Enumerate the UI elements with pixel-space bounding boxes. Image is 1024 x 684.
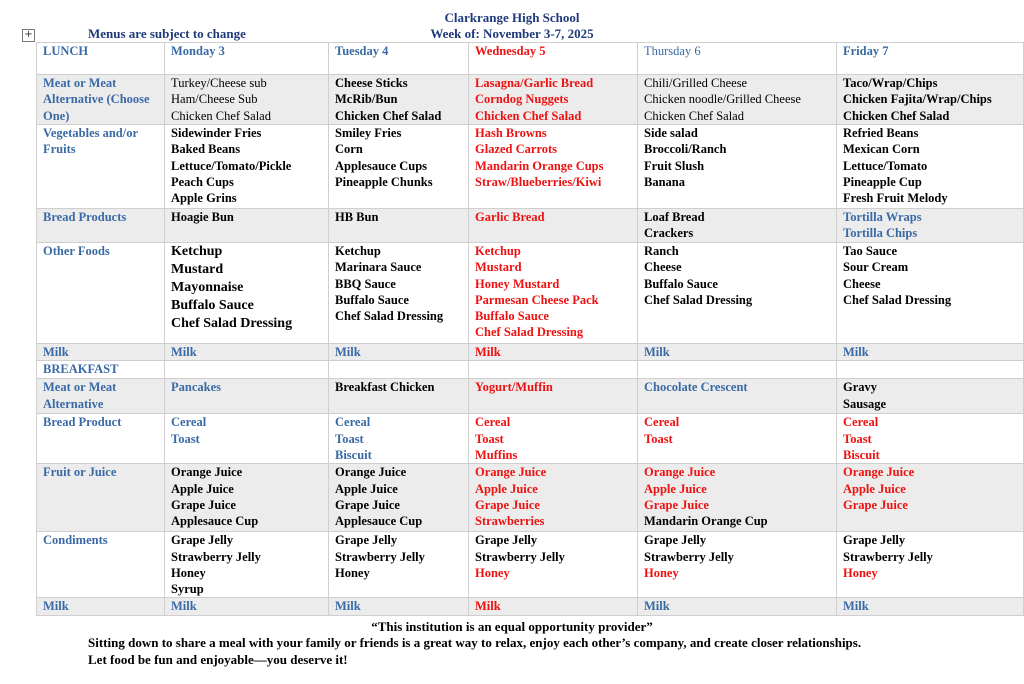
menu-item: Lettuce/Tomato [843, 158, 928, 173]
menu-item: Chili/Grilled Cheese [644, 76, 748, 90]
menu-item: Chicken Chef Salad [644, 108, 744, 123]
cell-breakfast-bread-wed [469, 414, 638, 464]
menu-item: Ketchup [475, 244, 521, 258]
cell-lunch-meat-tue [329, 75, 469, 125]
menu-table [36, 42, 1024, 616]
menu-item: Apple Juice [475, 481, 538, 496]
menu-item: Chicken Chef Salad [475, 108, 582, 123]
menu-item: Chef Salad Dressing [644, 292, 753, 307]
menu-item: Strawberry Jelly [335, 549, 425, 564]
menu-item: Chicken Chef Salad [335, 108, 442, 123]
menu-item: Apple Juice [335, 481, 398, 496]
cell-breakfast-milk-tue: Milk [329, 598, 469, 615]
menu-item: Glazed Carrots [475, 142, 558, 157]
menu-item: Chef Salad Dressing [335, 309, 444, 324]
cell-breakfast-fruit-fri [837, 464, 1024, 532]
cell-lunch-veg-mon [165, 125, 329, 209]
row-label-lunch-veg: Vegetables and/or Fruits [37, 125, 165, 209]
menu-item: Honey [171, 565, 206, 580]
menu-item: Orange Juice [335, 465, 407, 480]
menu-item: Mandarin Orange Cups [475, 158, 604, 173]
menu-item: Apple Juice [644, 481, 707, 496]
table-row [37, 464, 1024, 532]
menu-item: Yogurt/Muffin [475, 380, 553, 395]
table-row [37, 243, 1024, 344]
row-label-lunch-other: Other Foods [37, 243, 165, 344]
menu-item: Toast [171, 431, 200, 446]
cell-lunch-meat-thu [638, 75, 837, 125]
cell-lunch-milk-tue: Milk [329, 344, 469, 361]
menu-item: Corn [335, 142, 363, 157]
cell-breakfast-fruit-mon [165, 464, 329, 532]
menu-item: Mandarin Orange Cup [644, 514, 768, 529]
cell-lunch-veg-fri [837, 125, 1024, 209]
menu-item: Chef Salad Dressing [475, 325, 584, 340]
cell-breakfast-meat-tue [329, 379, 469, 414]
row-label-lunch-bread: Bread Products [37, 209, 165, 243]
cell-lunch-bread-fri [837, 209, 1024, 243]
cell-breakfast-milk-wed: Milk [469, 598, 638, 615]
cell-lunch-milk-mon: Milk [165, 344, 329, 361]
cell-breakfast-fruit-tue [329, 464, 469, 532]
cell-breakfast-cond-thu [638, 532, 837, 598]
menu-item: Pancakes [171, 380, 221, 395]
table-row [37, 75, 1024, 125]
menu-item: Lettuce/Tomato/Pickle [171, 158, 292, 173]
empty-cell [638, 361, 837, 379]
menu-item: Cheese [843, 276, 881, 291]
menu-item: Grape Juice [843, 497, 908, 512]
cell-lunch-milk-wed: Milk [469, 344, 638, 361]
menu-item: Corndog Nuggets [475, 92, 569, 107]
cell-lunch-milk-thu: Milk [638, 344, 837, 361]
menu-item: Taco/Wrap/Chips [843, 76, 938, 90]
menu-item: Cheese [644, 260, 682, 275]
cell-lunch-other-mon [165, 243, 329, 344]
table-row [37, 414, 1024, 464]
menu-item: Strawberry Jelly [644, 549, 734, 564]
column-header-monday: Monday 3 [165, 43, 329, 75]
table-row [37, 361, 1024, 379]
menu-item: Lasagna/Garlic Bread [475, 76, 594, 90]
cell-breakfast-milk-mon: Milk [165, 598, 329, 615]
table-row [37, 598, 1024, 615]
cell-lunch-bread-tue [329, 209, 469, 243]
menu-item: Chef Salad Dressing [843, 292, 952, 307]
menu-item: Pineapple Chunks [335, 174, 433, 189]
menu-item: Honey [644, 565, 679, 580]
menu-item: Straw/Blueberries/Kiwi [475, 174, 602, 189]
menu-item: McRib/Bun [335, 92, 398, 107]
menu-item: Cereal [644, 415, 680, 430]
menu-change-note: Menus are subject to change [88, 26, 246, 41]
menu-item: Cereal [475, 415, 511, 430]
menu-item: Grape Juice [335, 497, 400, 512]
row-label-breakfast-condiments: Condiments [37, 532, 165, 598]
cell-lunch-bread-thu [638, 209, 837, 243]
empty-cell [165, 361, 329, 379]
menu-item: Peach Cups [171, 174, 234, 189]
table-row [37, 532, 1024, 598]
empty-cell [469, 361, 638, 379]
menu-item: Toast [475, 431, 504, 446]
menu-item: Mexican Corn [843, 142, 920, 157]
menu-item: Parmesan Cheese Pack [475, 292, 599, 307]
menu-item: Chicken Chef Salad [843, 108, 950, 123]
menu-item: Strawberry Jelly [171, 549, 261, 564]
cell-breakfast-bread-mon [165, 414, 329, 464]
table-row [37, 379, 1024, 414]
menu-item: Ranch [644, 244, 679, 258]
menu-item: Strawberry Jelly [475, 549, 565, 564]
menu-item: Buffalo Sauce [644, 276, 718, 291]
menu-item: Buffalo Sauce [171, 298, 254, 313]
row-label-breakfast-milk: Milk [37, 598, 165, 615]
column-header-thursday: Thursday 6 [638, 43, 837, 75]
menu-item: Strawberry Jelly [843, 549, 933, 564]
menu-item: Pineapple Cup [843, 174, 922, 189]
cell-lunch-veg-wed [469, 125, 638, 209]
menu-item: Grape Jelly [644, 533, 707, 548]
menu-item: Grape Jelly [843, 533, 906, 548]
week-of: Week of: November 3-7, 2025 [430, 26, 594, 41]
menu-item: Loaf Bread [644, 210, 705, 224]
column-header-friday: Friday 7 [837, 43, 1024, 75]
cell-breakfast-cond-fri [837, 532, 1024, 598]
empty-cell [837, 361, 1024, 379]
menu-item: Grape Jelly [171, 533, 234, 548]
cell-lunch-veg-thu [638, 125, 837, 209]
equal-opportunity-statement: “This institution is an equal opportunity provider” [371, 619, 653, 634]
menu-item: Grape Juice [171, 497, 236, 512]
table-move-handle-icon[interactable]: + [22, 29, 35, 42]
menu-item: Fresh Fruit Melody [843, 191, 948, 206]
menu-item: Honey Mustard [475, 276, 560, 291]
menu-item: Toast [335, 431, 364, 446]
menu-item: Toast [843, 431, 872, 446]
cell-breakfast-fruit-wed [469, 464, 638, 532]
cell-breakfast-meat-wed [469, 379, 638, 414]
column-header-wednesday: Wednesday 5 [469, 43, 638, 75]
menu-item: Tortilla Wraps [843, 210, 922, 224]
cell-breakfast-bread-fri [837, 414, 1024, 464]
menu-item: Cereal [171, 415, 207, 430]
menu-item: Chicken Fajita/Wrap/Chips [843, 92, 992, 107]
menu-item: Broccoli/Ranch [644, 142, 727, 157]
menu-item: Cheese Sticks [335, 76, 408, 90]
menu-item: Applesauce Cup [335, 514, 423, 529]
menu-item: Applesauce Cups [335, 158, 428, 173]
menu-item: Honey [475, 565, 510, 580]
menu-item: Sausage [843, 396, 887, 411]
menu-item: Grape Juice [475, 497, 540, 512]
table-header-row [37, 43, 1024, 75]
menu-item: Breakfast Chicken [335, 380, 435, 395]
menu-item: Orange Juice [843, 465, 915, 480]
menu-item: Chef Salad Dressing [171, 316, 293, 331]
menu-item: Biscuit [843, 447, 880, 462]
cell-breakfast-meat-thu [638, 379, 837, 414]
menu-item: HB Bun [335, 210, 379, 224]
cell-lunch-meat-mon [165, 75, 329, 125]
cell-lunch-milk-fri: Milk [837, 344, 1024, 361]
menu-item: Marinara Sauce [335, 260, 422, 275]
menu-item: Chocolate Crescent [644, 380, 748, 395]
cell-breakfast-milk-fri: Milk [837, 598, 1024, 615]
table-row [37, 344, 1024, 361]
row-label-breakfast-meat: Meat or Meat Alternative [37, 379, 165, 414]
cell-lunch-other-tue [329, 243, 469, 344]
breakfast-heading: BREAKFAST [37, 361, 165, 379]
row-label-lunch-meat: Meat or Meat Alternative (Choose One) [37, 75, 165, 125]
table-row [37, 125, 1024, 209]
menu-item: Grape Juice [644, 497, 709, 512]
menu-item: Refried Beans [843, 126, 919, 140]
cell-breakfast-bread-thu [638, 414, 837, 464]
row-label-breakfast-bread: Bread Product [37, 414, 165, 464]
menu-item: Sidewinder Fries [171, 126, 262, 140]
menu-item: Apple Juice [843, 481, 906, 496]
menu-item: Hoagie Bun [171, 210, 234, 224]
footer-message: Sitting down to share a meal with your family or friends is a great way to relax, enjoy each other’s company, and create closer relationships. Let food be fun and enjoyable—you deserve it! [88, 635, 862, 667]
cell-breakfast-cond-tue [329, 532, 469, 598]
cell-breakfast-milk-thu: Milk [638, 598, 837, 615]
menu-item: Muffins [475, 447, 518, 462]
cell-lunch-other-thu [638, 243, 837, 344]
cell-lunch-meat-wed [469, 75, 638, 125]
cell-lunch-veg-tue [329, 125, 469, 209]
menu-item: Chicken Chef Salad [171, 108, 271, 123]
cell-breakfast-cond-mon [165, 532, 329, 598]
menu-item: Turkey/Cheese sub [171, 76, 267, 90]
menu-item: Biscuit [335, 447, 372, 462]
menu-item: Ketchup [335, 244, 381, 258]
menu-item: Mustard [475, 260, 522, 275]
table-row [37, 209, 1024, 243]
menu-item: Sour Cream [843, 260, 909, 275]
row-label-lunch-milk: Milk [37, 344, 165, 361]
menu-item: Baked Beans [171, 142, 241, 157]
menu-item: Hash Browns [475, 126, 547, 140]
menu-item: BBQ Sauce [335, 276, 396, 291]
menu-item: Buffalo Sauce [335, 292, 409, 307]
menu-item: Orange Juice [171, 465, 243, 480]
menu-item: Banana [644, 174, 685, 189]
menu-item: Tao Sauce [843, 244, 898, 258]
cell-breakfast-cond-wed [469, 532, 638, 598]
cell-lunch-other-wed [469, 243, 638, 344]
menu-item: Garlic Bread [475, 210, 545, 224]
column-header-tuesday: Tuesday 4 [329, 43, 469, 75]
menu-item: Honey [843, 565, 878, 580]
menu-item: Toast [644, 431, 673, 446]
menu-item: Side salad [644, 126, 698, 140]
row-label-breakfast-fruit: Fruit or Juice [37, 464, 165, 532]
cell-lunch-bread-wed [469, 209, 638, 243]
school-name: Clarkrange High School [444, 10, 580, 25]
menu-item: Mustard [171, 262, 224, 277]
menu-item: Strawberries [475, 514, 545, 529]
cell-breakfast-fruit-thu [638, 464, 837, 532]
menu-item: Grape Jelly [335, 533, 398, 548]
menu-item: Crackers [644, 226, 694, 241]
menu-item: Chicken noodle/Grilled Cheese [644, 92, 801, 107]
menu-item: Buffalo Sauce [475, 309, 549, 324]
cell-lunch-other-fri [837, 243, 1024, 344]
menu-item: Orange Juice [475, 465, 547, 480]
empty-cell [329, 361, 469, 379]
menu-item: Gravy [843, 380, 878, 395]
cell-breakfast-meat-fri [837, 379, 1024, 414]
menu-item: Fruit Slush [644, 158, 705, 173]
menu-item: Smiley Fries [335, 126, 402, 140]
menu-item: Mayonnaise [171, 280, 244, 295]
menu-item: Cereal [335, 415, 371, 430]
menu-item: Syrup [171, 582, 204, 597]
menu-item: Apple Juice [171, 481, 234, 496]
menu-item: Honey [335, 565, 370, 580]
menu-item: Applesauce Cup [171, 514, 259, 529]
cell-lunch-meat-fri [837, 75, 1024, 125]
menu-item: Ketchup [171, 244, 223, 259]
menu-item: Cereal [843, 415, 879, 430]
menu-item: Orange Juice [644, 465, 716, 480]
menu-item: Ham/Cheese Sub [171, 92, 258, 107]
cell-breakfast-meat-mon [165, 379, 329, 414]
column-header-lunch: LUNCH [37, 43, 165, 75]
menu-item: Grape Jelly [475, 533, 538, 548]
menu-item: Apple Grins [171, 191, 237, 206]
menu-item: Tortilla Chips [843, 226, 918, 241]
cell-breakfast-bread-tue [329, 414, 469, 464]
cell-lunch-bread-mon [165, 209, 329, 243]
